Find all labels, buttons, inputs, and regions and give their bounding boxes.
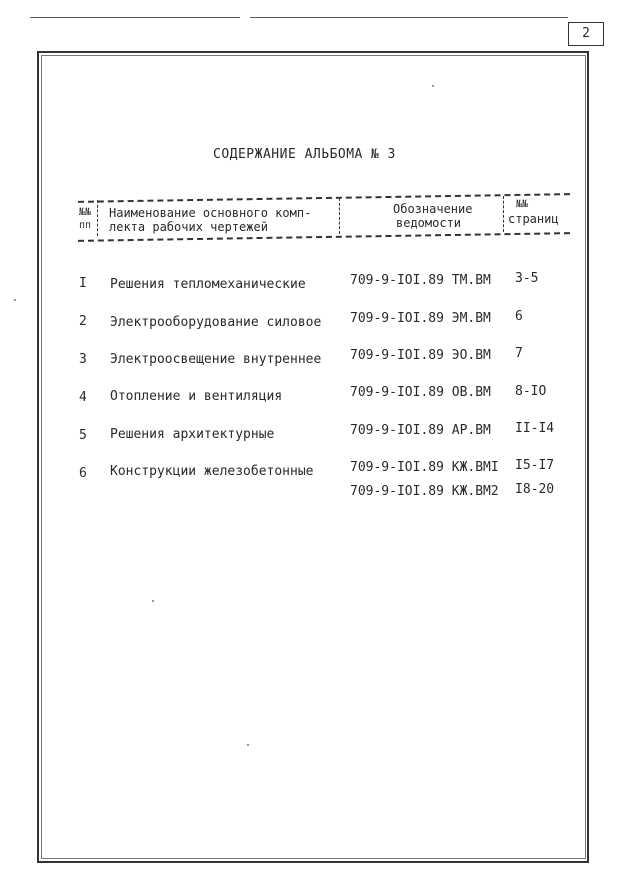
row-1-code: 709-9-IOI.89 ТМ.ВМ: [350, 273, 491, 288]
header-code-line1: Обозначение: [393, 202, 473, 216]
row-7-code: 709-9-IOI.89 КЖ.ВМ2: [350, 484, 499, 499]
header-pages-line2: страниц: [508, 212, 559, 226]
row-4-pages: 8-IO: [515, 384, 547, 399]
top-rule-left: [30, 17, 240, 18]
top-rule-right: [250, 17, 568, 18]
header-name-line2: лекта рабочих чертежей: [109, 220, 268, 234]
row-3-code: 709-9-IOI.89 ЭО.ВМ: [350, 348, 491, 363]
row-5-num: 5: [79, 428, 87, 443]
row-2-num: 2: [79, 314, 87, 329]
row-5-code: 709-9-IOI.89 АР.ВМ: [350, 423, 491, 438]
title-text: СОДЕРЖАНИЕ АЛЬБОМА: [213, 147, 363, 162]
scan-speck: [152, 600, 154, 602]
header-pages-line1: №№: [516, 199, 529, 210]
header-num: №№ пп: [79, 207, 92, 231]
album-number: № 3: [370, 147, 396, 162]
header-divider-2: [339, 198, 340, 234]
scan-speck: [432, 85, 434, 87]
row-3-num: 3: [79, 352, 87, 367]
row-4-num: 4: [79, 390, 87, 405]
row-6-code: 709-9-IOI.89 КЖ.ВМI: [350, 460, 499, 475]
row-4-name: Отопление и вентиляция: [110, 389, 283, 404]
row-6-num: 6: [79, 466, 87, 481]
row-4-code: 709-9-IOI.89 ОВ.ВМ: [350, 385, 491, 400]
row-2-code: 709-9-IOI.89 ЭМ.ВМ: [350, 311, 491, 326]
header-code-line2: ведомости: [396, 216, 462, 230]
sheet-number: 2: [568, 22, 604, 46]
row-2-pages: 6: [515, 309, 523, 324]
row-1-name: Решения тепломеханические: [110, 277, 306, 292]
scan-speck: [14, 299, 16, 301]
document-title: [213, 147, 396, 162]
header-name-line1: Наименование основного комп-: [109, 206, 312, 220]
row-1-num: I: [79, 276, 87, 291]
header-divider-1: [97, 200, 98, 236]
row-3-pages: 7: [515, 346, 523, 361]
header-divider-3: [503, 196, 504, 232]
row-1-pages: 3-5: [515, 271, 539, 286]
scan-speck: [247, 744, 249, 746]
row-2-name: Электрооборудование силовое: [110, 315, 322, 330]
row-7-pages: I8-20: [515, 482, 555, 497]
row-6-pages: I5-I7: [515, 458, 555, 473]
row-6-name: Конструкции железобетонные: [110, 464, 314, 479]
row-5-name: Решения архитектурные: [110, 427, 275, 442]
row-5-pages: II-I4: [515, 421, 555, 436]
drawing-frame-inner: [41, 55, 586, 859]
row-3-name: Электроосвещение внутреннее: [110, 352, 322, 367]
